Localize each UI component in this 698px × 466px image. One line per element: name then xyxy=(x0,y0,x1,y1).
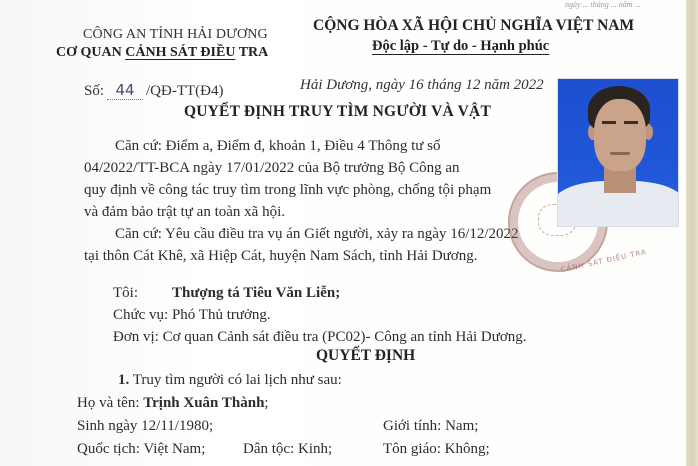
issuer-position: Chức vụ: Phó Thủ trưởng. xyxy=(113,307,271,323)
suspect-portrait-photo xyxy=(557,78,679,227)
date-of-birth: Sinh ngày 12/11/1980; xyxy=(77,418,214,434)
document-number-suffix: /QĐ-TT(Đ4) xyxy=(146,83,224,99)
basis-line: tại thôn Cát Khê, xã Hiệp Cát, huyện Nam Sách, tỉnh Hải Dương. xyxy=(84,248,478,264)
basis-line: Căn cứ: Điểm a, Điểm đ, khoản 1, Điều 4 Thông tư số xyxy=(115,138,441,154)
nationality: Quốc tịch: Việt Nam; xyxy=(77,441,206,457)
document-number xyxy=(84,81,224,100)
issuer-name: Thượng tá Tiêu Văn Liễn; xyxy=(172,285,341,301)
agency-name-line2 xyxy=(56,45,268,61)
basis-line: và đảm bảo trật tự an toàn xã hội. xyxy=(84,204,285,220)
faint-top-text: ngày ... tháng ... năm ... xyxy=(565,0,641,9)
national-motto: Độc lập - Tự do - Hạnh phúc xyxy=(372,38,550,54)
issuer-label: Tôi: xyxy=(113,285,138,301)
item-text: Truy tìm người có lai lịch như sau: xyxy=(129,372,342,388)
agency-prefix: CƠ QUAN xyxy=(56,45,126,60)
photo-face xyxy=(594,99,646,171)
stamp-text: CẢNH SÁT ĐIỀU TRA xyxy=(560,247,648,275)
fullname-end: ; xyxy=(264,395,269,411)
page-edge-background xyxy=(686,0,698,466)
issuer-unit: Đơn vị: Cơ quan Cảnh sát điều tra (PC02)- Công an tỉnh Hải Dương. xyxy=(113,329,527,345)
fullname-value: Trịnh Xuân Thành xyxy=(143,395,265,411)
photo-brow xyxy=(602,121,616,124)
document-number-handwritten: 44 xyxy=(107,81,143,100)
agency-suffix: TRA xyxy=(235,45,269,60)
national-title: CỘNG HÒA XÃ HỘI CHỦ NGHĨA VIỆT NAM xyxy=(313,17,635,34)
gender: Giới tính: Nam; xyxy=(383,418,479,434)
item-number: 1. xyxy=(118,372,130,388)
document-title: QUYẾT ĐỊNH TRUY TÌM NGƯỜI VÀ VẬT xyxy=(184,103,491,120)
religion: Tôn giáo: Không; xyxy=(383,441,490,457)
basis-line: Căn cứ: Yêu cầu điều tra vụ án Giết người, xảy ra ngày 16/12/2022 xyxy=(115,226,519,242)
photo-brow xyxy=(624,121,638,124)
fullname-line xyxy=(77,395,269,412)
ethnicity: Dân tộc: Kinh; xyxy=(243,441,333,457)
document-number-label: Số: xyxy=(84,83,105,99)
place-and-date: Hải Dương, ngày 16 tháng 12 năm 2022 xyxy=(300,77,544,93)
decision-heading: QUYẾT ĐỊNH xyxy=(316,347,416,364)
basis-line: 04/2022/TT-BCA ngày 17/01/2022 của Bộ trưởng Bộ Công an xyxy=(84,160,460,176)
basis-line: quy định về công tác truy tìm trong lĩnh vực phòng, chống tội phạm xyxy=(84,182,492,198)
decision-item-1 xyxy=(118,372,342,389)
fullname-label: Họ và tên: xyxy=(77,395,144,411)
photo-mouth xyxy=(610,152,630,155)
agency-underlined: CẢNH SÁT ĐIỀU xyxy=(125,45,236,60)
agency-name-line1: CÔNG AN TỈNH HẢI DƯƠNG xyxy=(83,27,268,42)
